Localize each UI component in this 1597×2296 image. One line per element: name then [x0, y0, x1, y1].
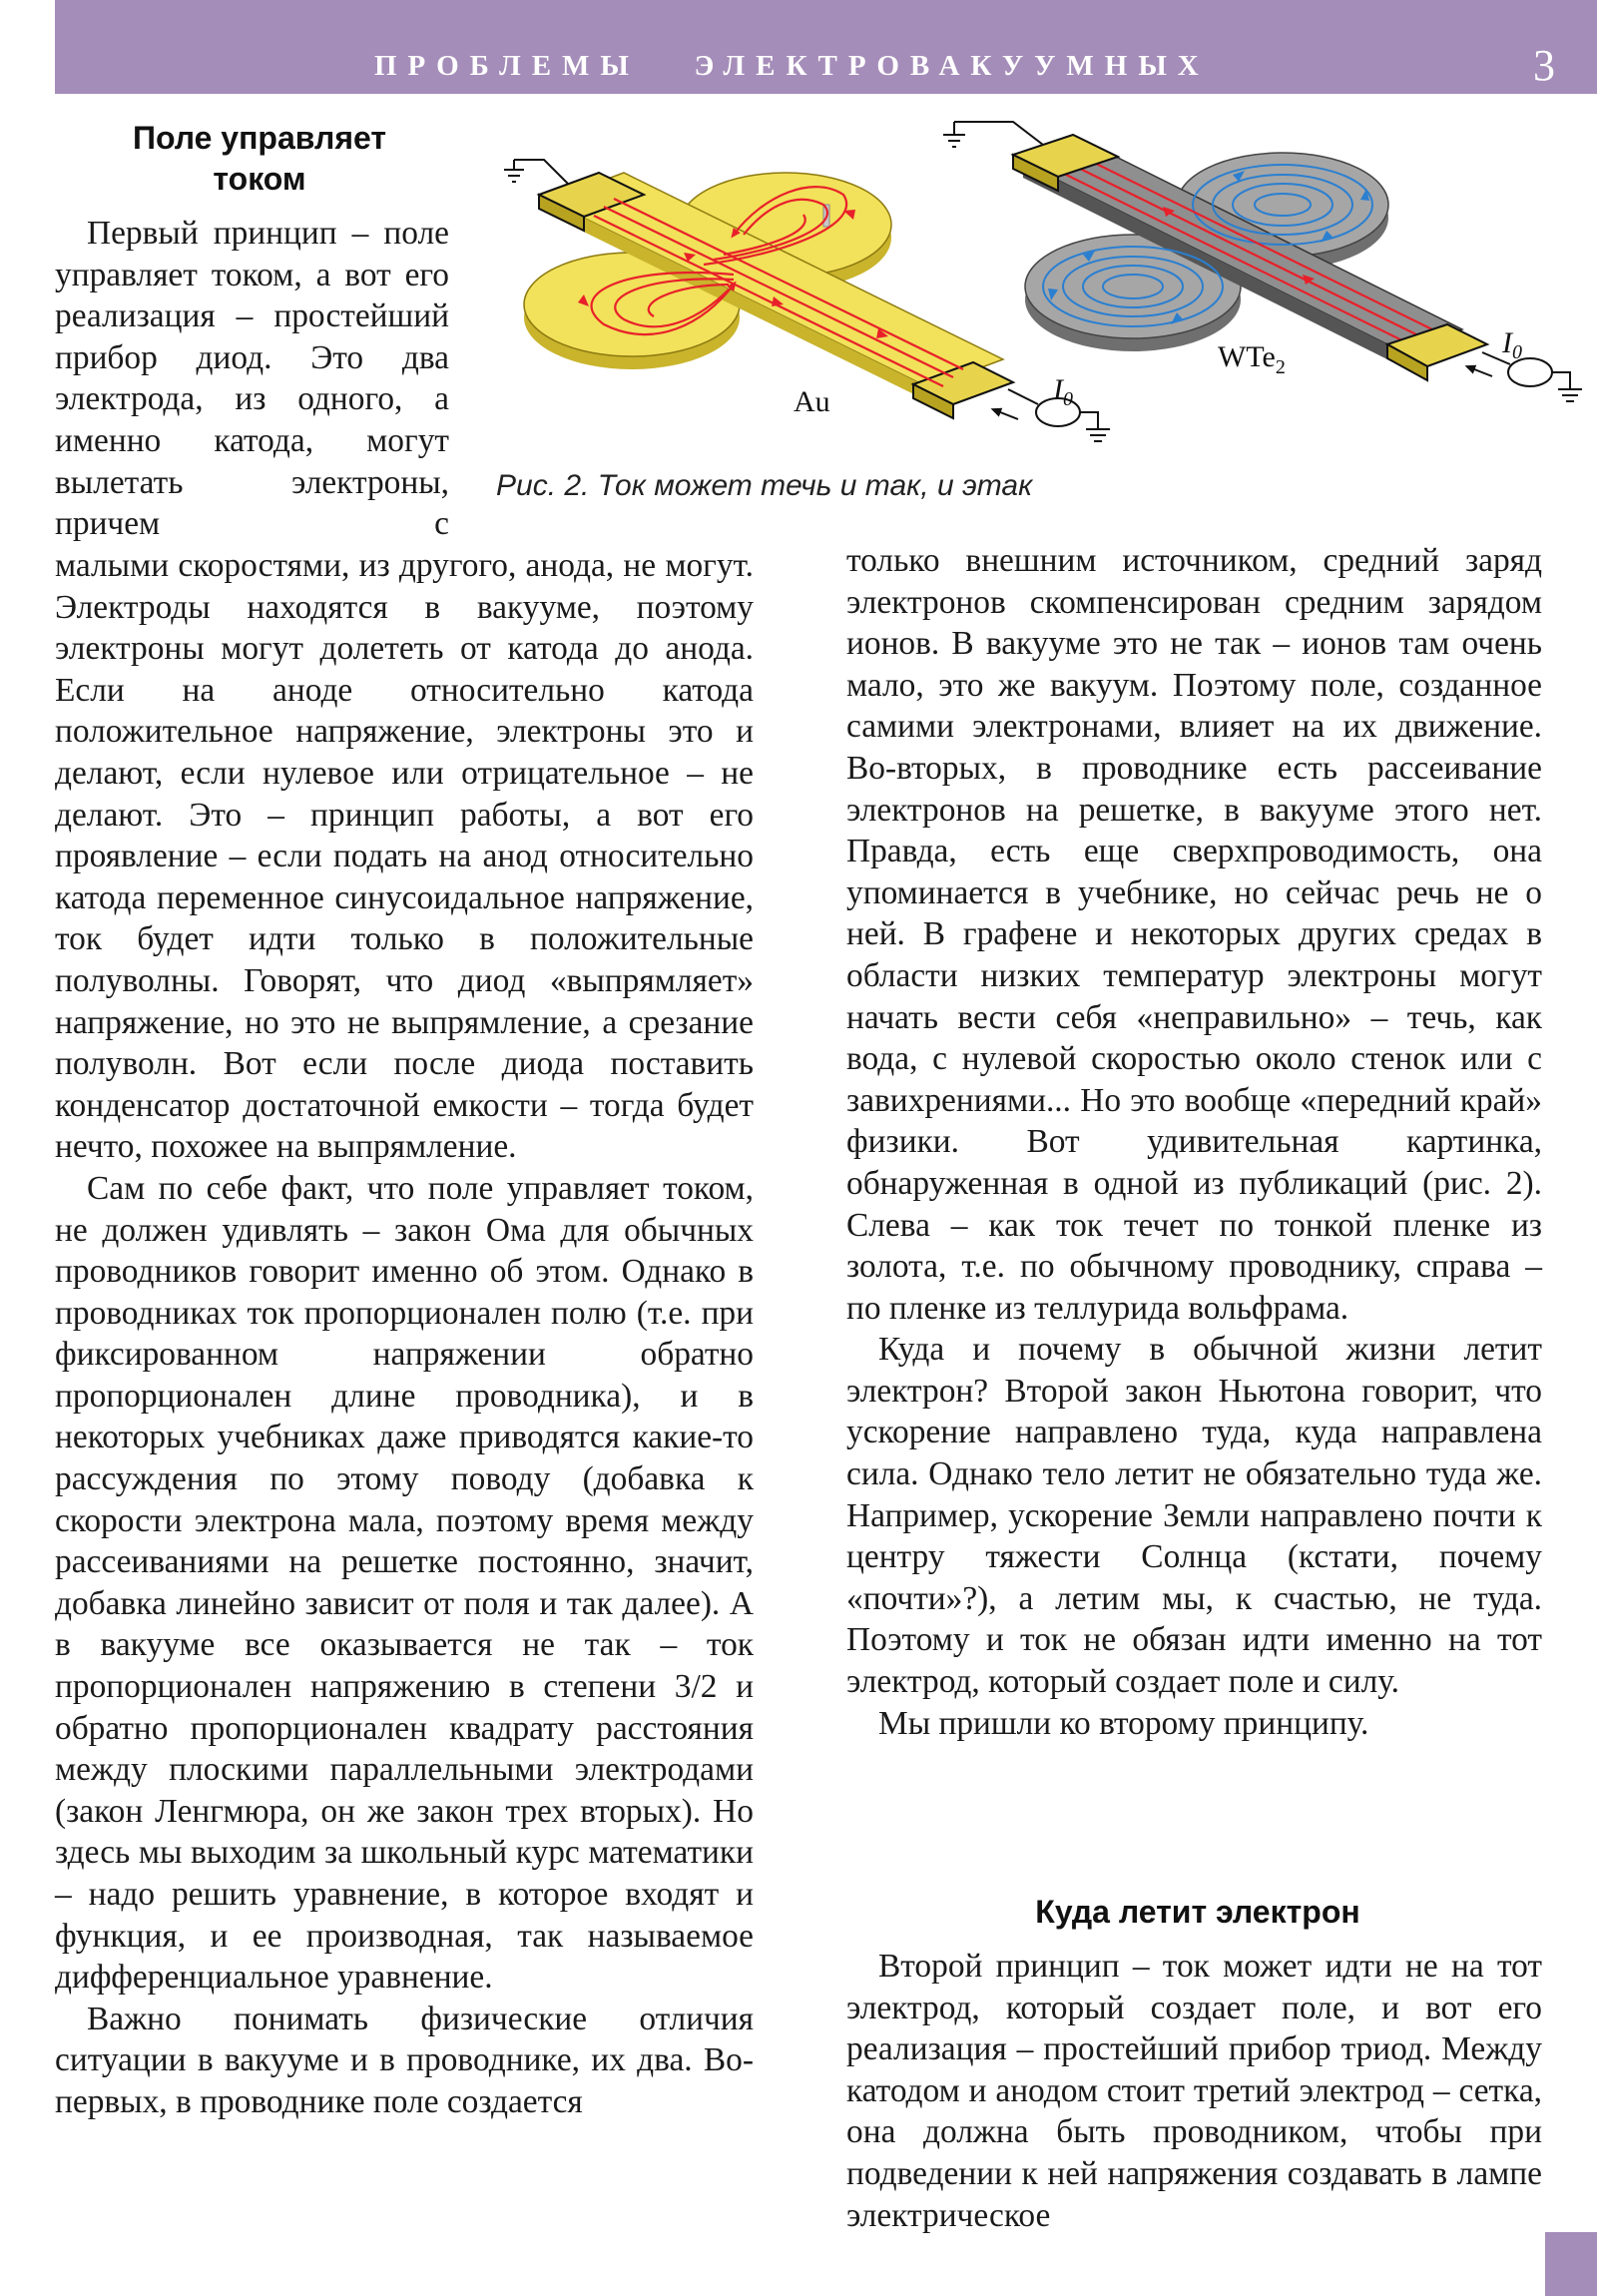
- figure-caption: Рис. 2. Ток может течь и так, и этак: [496, 469, 1033, 502]
- current-label-left: $I_0$: [1053, 373, 1073, 410]
- section-heading-where-electron-flies: Куда летит электрон: [1035, 1894, 1360, 1930]
- right-column-main: [846, 540, 1542, 1744]
- heading-line-2: током: [213, 161, 306, 197]
- current-source-right: [1469, 352, 1582, 401]
- ground-symbol-right-top: [943, 122, 1043, 147]
- right-column-second-principle: [846, 1946, 1542, 2236]
- paragraph-newton-law: Куда и почему в обычной жизни летит электрон? Второй закон Ньютона говорит, что ускорение направлено туда, куда направлена сила. Однако тело летит не обязательно туда же. Например, ускорение Земли направлено почти к центру тяжести Солнца (кстати, почему «почти»?), а летим мы, к счастью, не туда. Поэтому и ток не обязан идти именно на тот электрод, который создает поле и силу.: [846, 1331, 1542, 1701]
- paragraph-differences: Важно понимать физические отличия ситуации в вакууме и в проводнике, их два. Во-первых, в проводнике поле создается: [55, 2000, 754, 2120]
- label-au: Au: [794, 385, 830, 418]
- paragraph-first-principle: Первый принцип – поле управляет током, а вот его реализация – простейший прибор диод. Это два электрода, из одного, а именно катода, могут вылетать электроны, причем с: [55, 215, 449, 543]
- paragraph-first-principle-continued: малыми скоростями, из другого, анода, не могут. Электроды находятся в вакууме, поэтому электроны могут долететь от катода до анода. Если на аноде относительно катода положительное напряжение, электроны это и делают, если нулевое или отрицательное – не делают. Это – принцип работы, а вот его проявление – если подать на анод относительно катода переменное синусоидальное напряжение, ток будет идти только в положительные полуволны. Говорят, что диод «выпрямляет» напряжение, но это не выпрямление, а срезание полуволн. Вот если после диода поставить конденсатор достаточной емкости – тогда будет нечто, похожее на выпрямление.: [55, 547, 754, 1166]
- section-heading-field-controls-current: [60, 118, 459, 200]
- left-column-main: [55, 545, 754, 2123]
- paragraph-differences-continued: только внешним источником, средний заряд электронов скомпенсирован средним зарядом ионов. В вакууме это не так – ионов там очень мало, это же вакуум. Поэтому поле, созданное самими электронами, влияет на их движение. Во-вторых, в проводнике есть рассеивание электронов на решетке, в вакууме этого нет. Правда, есть еще сверхпроводимость, она упоминается в учебнике, но сейчас речь не о ней. В графене и некоторых других средах в области низких температур электроны могут начать вести себя «неправильно» – течь, как вода, с нулевой скоростью около стенок или с завихрениями... Но это вообще «передний край» физики. Вот удивительная картинка, обнаруженная в одной из публикаций (рис. 2). Слева – как ток течет по тонкой пленке из золота, т.е. по обычному проводнику, справа – по пленке из теллурида вольфрама.: [846, 542, 1542, 1327]
- running-header-title: ПРОБЛЕМЫ ЭЛЕКТРОВАКУУМНЫХ: [374, 50, 1210, 82]
- paragraph-ohm-law: Сам по себе факт, что поле управляет током, не должен удивлять – закон Ома для обычных проводников говорит именно об этом. Однако в проводниках ток пропорционален полю (т.е. при фиксированном напряжении обратно пропорционален длине проводника), и в некоторых учебниках даже приводятся какие-то рассуждения по этому поводу (добавка к скорости электрона мала, поэтому время между рассеиваниями на решетке постоянно, значит, добавка линейно зависит от поля и так далее). А в вакууме все оказывается не так – ток пропорционален напряжению в степени 3/2 и обратно пропорционален квадрату расстояния между плоскими параллельными электродами (закон Ленгмюра, он же закон трех вторых). Но здесь мы выходим за школьный курс математики – надо решить уравнение, в которое входят и функция, и ее производная, так называемое дифференциальное уравнение.: [55, 1169, 754, 1997]
- label-wte2: WTe$_2$: [1218, 340, 1286, 378]
- left-column-intro: [55, 213, 449, 545]
- figure-illustration: [484, 115, 1592, 479]
- paragraph-second-principle-intro: Мы пришли ко второму принципу.: [878, 1704, 1369, 1742]
- gold-film-device: [504, 160, 1110, 441]
- page-number: 3: [1533, 41, 1555, 90]
- current-label-right: $I_0$: [1502, 326, 1522, 363]
- paragraph-second-principle: Второй принцип – ток может идти не на тот электрод, который создает поле, и вот его реализация – простейший прибор триод. Между катодом и анодом стоит третий электрод – сетка, она должна быть проводником, чтобы при подведении к ней напряжения создавать в лампе электрическое: [846, 1948, 1542, 2234]
- figure-2: [484, 115, 1592, 479]
- page-corner-tab: [1545, 2232, 1597, 2296]
- heading-line-1: Поле управляет: [132, 120, 387, 156]
- wte2-film-device: [943, 122, 1582, 401]
